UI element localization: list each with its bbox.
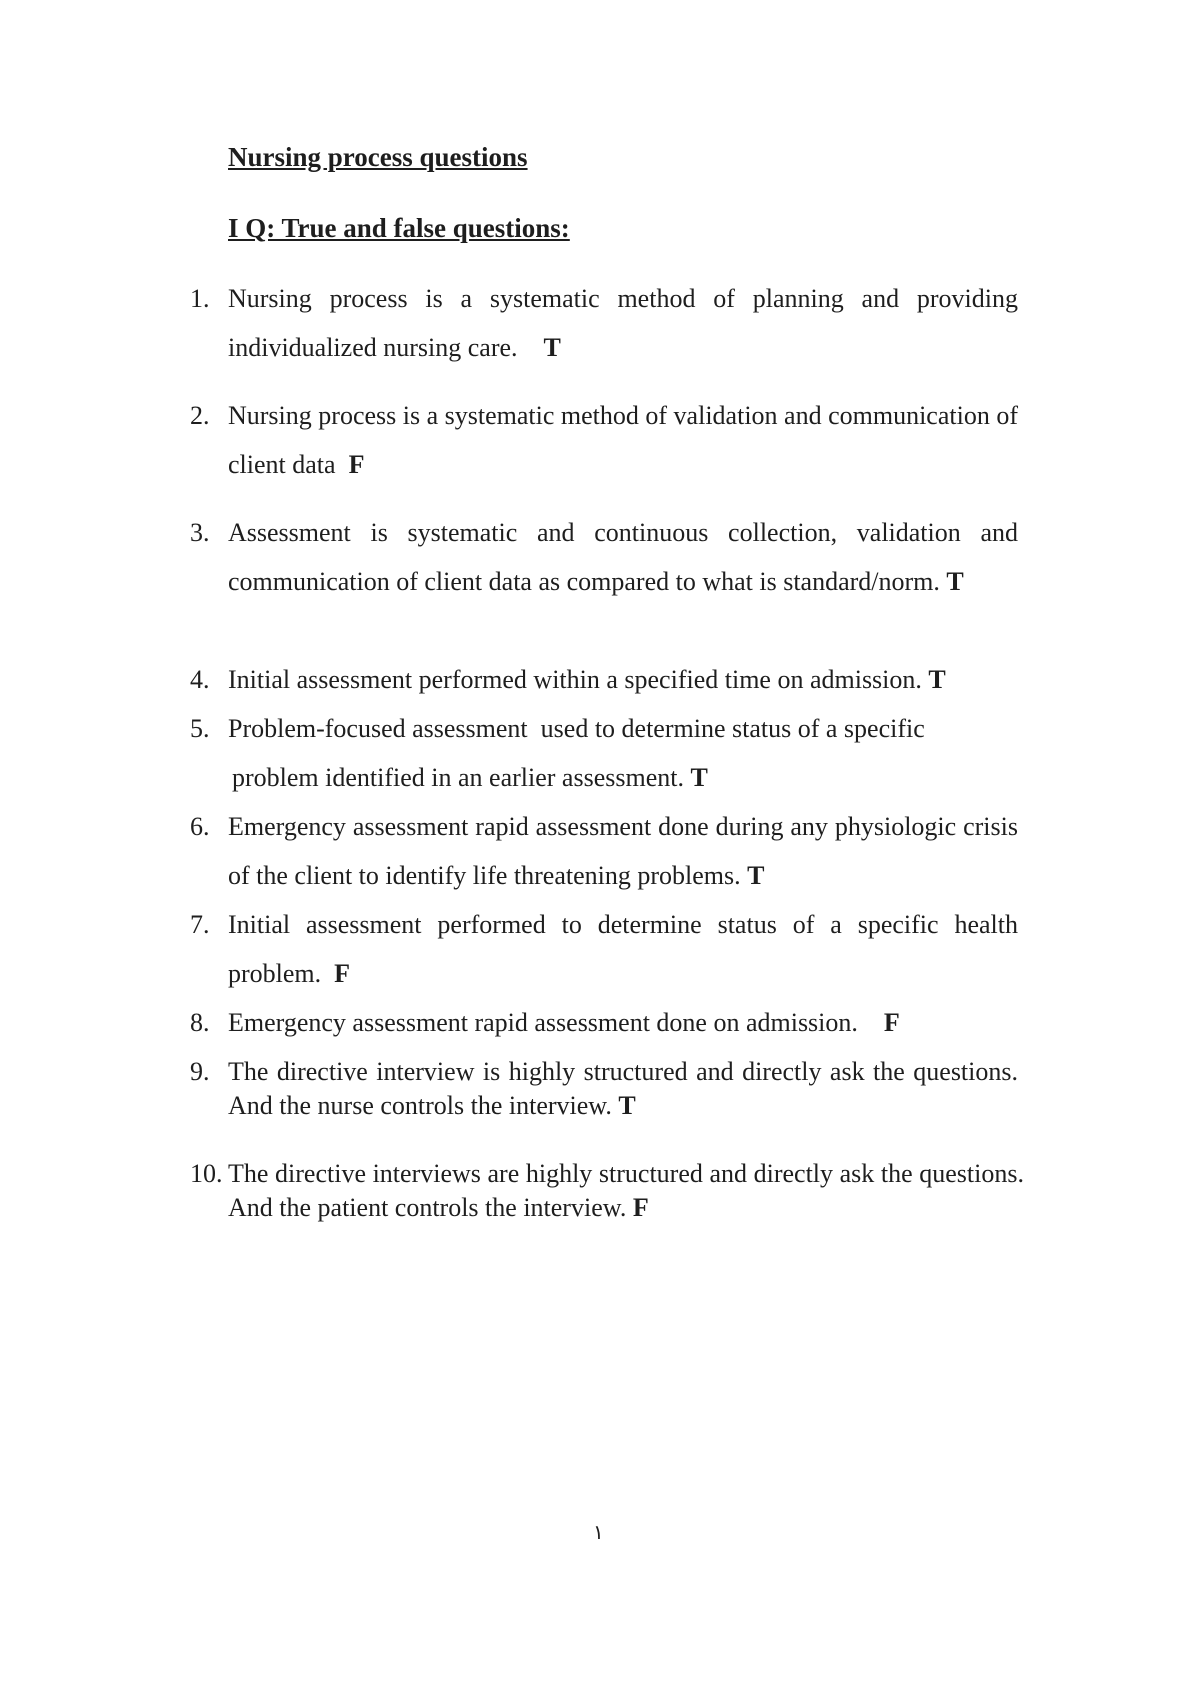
question-text: Nursing process is a systematic method of planning and providing individualized nursing care.: [228, 284, 1018, 362]
question-text: The directive interview is highly structured and directly ask the questions. And the nurse controls the interview.: [228, 1057, 1018, 1120]
question-item-4: [190, 655, 1018, 704]
question-answer: F: [883, 1008, 900, 1037]
question-number: 7.: [190, 910, 210, 939]
question-text: Initial assessment performed within a specified time on admission.: [228, 665, 922, 694]
question-text: Emergency assessment rapid assessment done during any physiologic crisis of the client to identify life threatening problems.: [228, 812, 1018, 890]
page-number: ١: [593, 1520, 604, 1544]
question-number: 5.: [190, 714, 210, 743]
question-answer: T: [618, 1091, 636, 1120]
question-text-line1: Problem-focused assessment used to determine status of a specific: [228, 714, 925, 743]
question-text: Emergency assessment rapid assessment done on admission.: [228, 1008, 858, 1037]
question-number: 6.: [190, 812, 210, 841]
question-answer: T: [690, 763, 708, 792]
question-number: 1.: [190, 284, 210, 313]
question-item-10: [190, 1157, 1024, 1225]
question-number: 4.: [190, 665, 210, 694]
question-text: Initial assessment performed to determine status of a specific health problem.: [228, 910, 1018, 988]
question-item-1: [190, 274, 1018, 372]
question-number: 8.: [190, 1008, 210, 1037]
question-item-5: [190, 704, 1018, 802]
question-text: Nursing process is a systematic method of validation and communication of client data: [228, 401, 1018, 479]
question-answer: T: [543, 333, 561, 362]
question-answer: F: [632, 1193, 649, 1222]
question-answer: T: [928, 665, 946, 694]
question-item-3: [190, 508, 1018, 606]
question-number: 10.: [190, 1159, 223, 1188]
question-text: The directive interviews are highly structured and directly ask the questions. And the patient controls the interview.: [228, 1159, 1024, 1222]
question-text-line2: problem identified in an earlier assessment.: [232, 763, 684, 792]
question-answer: F: [334, 959, 351, 988]
question-text: Assessment is systematic and continuous collection, validation and communication of client data as compared to what is standard/norm.: [228, 518, 1018, 596]
question-number: 3.: [190, 518, 210, 547]
question-item-9: [190, 1055, 1018, 1123]
question-item-6: [190, 802, 1018, 900]
question-answer: F: [348, 450, 365, 479]
question-number: 2.: [190, 401, 210, 430]
section-subtitle: I Q: True and false questions:: [228, 213, 570, 243]
question-item-2: [190, 391, 1018, 489]
question-answer: T: [946, 567, 964, 596]
question-number: 9.: [190, 1057, 210, 1086]
question-item-7: [190, 900, 1018, 998]
question-item-8: [190, 998, 1018, 1047]
page-title: Nursing process questions: [228, 142, 528, 172]
question-answer: T: [747, 861, 765, 890]
